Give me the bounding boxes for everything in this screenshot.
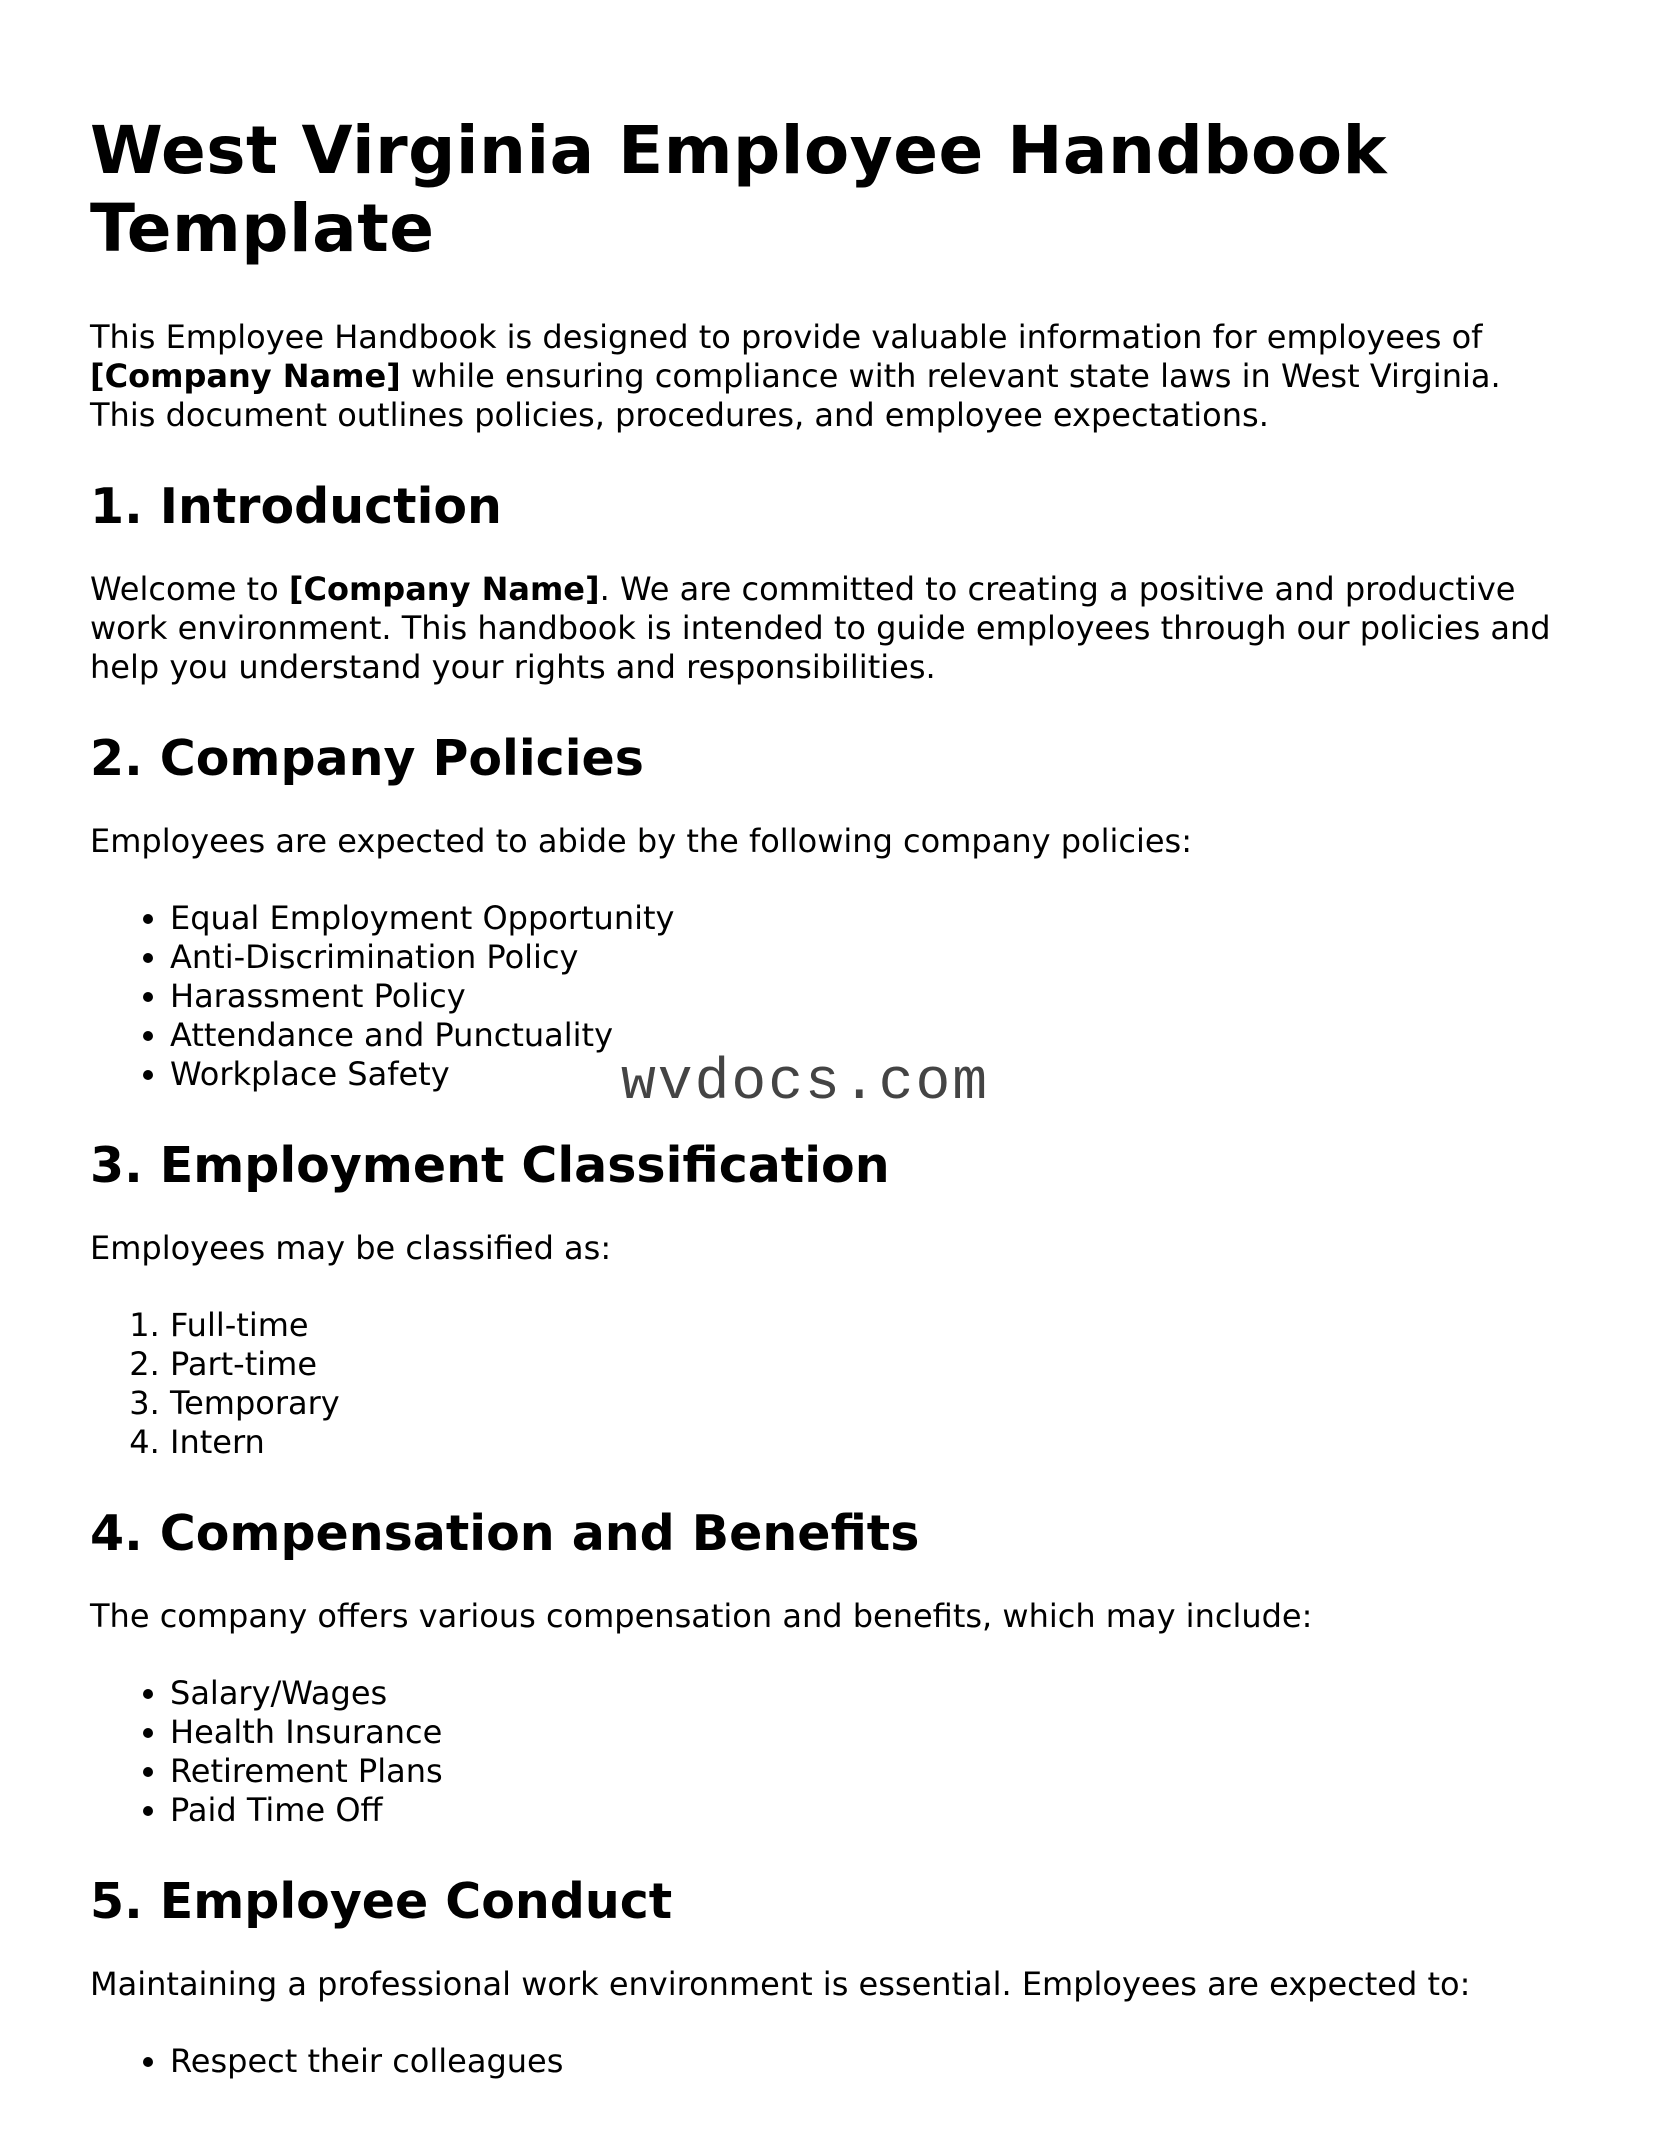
company-name-placeholder: [Company Name] [288, 570, 600, 608]
watermark: wvdocs.com [621, 1051, 990, 1116]
classification-lead: Employees may be classified as: [90, 1229, 612, 1267]
section-classification [90, 1136, 1570, 1462]
list-item: • Anti-Discrimination Policy [170, 938, 1570, 977]
introduction-text-2: . We are committed to creating a positive and productive work environment. This handbook is intended to guide employees through our policies and help you understand your rights and responsibilities. [90, 570, 1551, 686]
section-policies [90, 729, 1570, 1094]
conduct-list [90, 2042, 1570, 2081]
list-item: • Workplace Safety [170, 1055, 1570, 1094]
introduction-text-1: Welcome to [90, 570, 289, 608]
list-item: • Health Insurance [170, 1713, 1570, 1752]
intro-text-2: while ensuring compliance with relevant state laws in West Virginia. This document outlines policies, procedures, and employee expectations. [90, 357, 1501, 434]
section-conduct [90, 1872, 1570, 2081]
list-item: • Retirement Plans [170, 1752, 1570, 1791]
section-heading-introduction: 1. Introduction [90, 478, 502, 535]
list-item: • Harassment Policy [170, 977, 1570, 1016]
list-item: • Equal Employment Opportunity [170, 899, 1570, 938]
company-name-placeholder: [Company Name] [90, 357, 401, 395]
intro-paragraph [90, 318, 1570, 435]
list-item: • Respect their colleagues [170, 2042, 1570, 2081]
document-title: West Virginia Employee Handbook Template [90, 112, 1388, 267]
intro-text-1: This Employee Handbook is designed to provide valuable information for employees of [90, 318, 1483, 356]
list-item: • Attendance and Punctuality [170, 1016, 1570, 1055]
list-item: 4. Intern [170, 1423, 1570, 1462]
section-compensation [90, 1504, 1570, 1830]
compensation-list [90, 1674, 1570, 1830]
classification-list [90, 1306, 1570, 1462]
list-item: 3. Temporary [170, 1384, 1570, 1423]
list-item: • Paid Time Off [170, 1791, 1570, 1830]
policies-lead: Employees are expected to abide by the following company policies: [90, 822, 1192, 860]
section-heading-classification: 3. Employment Classification [90, 1137, 890, 1194]
list-item: • Salary/Wages [170, 1674, 1570, 1713]
conduct-lead: Maintaining a professional work environment is essential. Employees are expected to: [90, 1965, 1471, 2003]
section-introduction [90, 477, 1570, 687]
list-item: 2. Part-time [170, 1345, 1570, 1384]
introduction-paragraph [90, 570, 1570, 687]
list-item: 1. Full-time [170, 1306, 1570, 1345]
compensation-lead: The company offers various compensation and benefits, which may include: [90, 1597, 1313, 1635]
document-page [90, 112, 1570, 2123]
section-heading-conduct: 5. Employee Conduct [90, 1873, 673, 1930]
section-heading-policies: 2. Company Policies [90, 730, 644, 787]
section-heading-compensation: 4. Compensation and Benefits [90, 1505, 920, 1562]
